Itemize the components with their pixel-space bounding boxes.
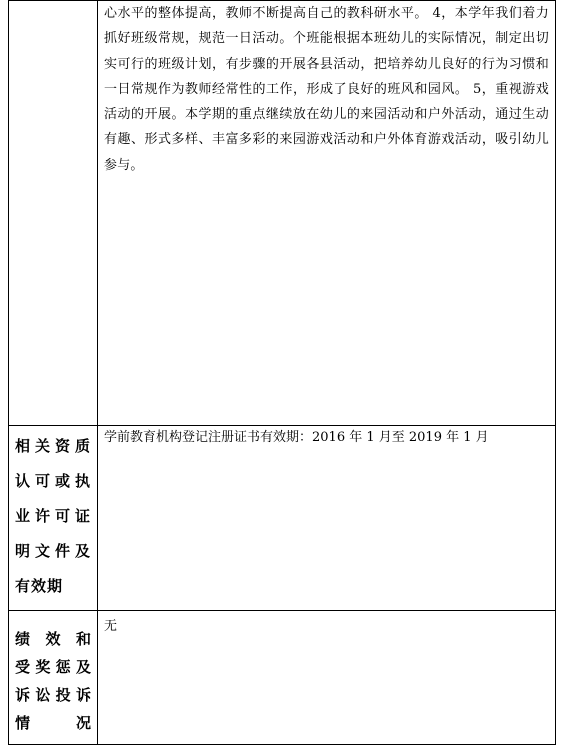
qualification-label-cell — [9, 426, 98, 611]
report-form-table — [8, 0, 556, 745]
performance-content-cell — [98, 611, 556, 745]
qualification-label-line: 有效期 — [15, 577, 64, 595]
work-summary-text: 心水平的整体提高，教师不断提高自己的教科研水平。 4，本学年我们着力抓好班级常规，规范一日活动。个班能根据本班幼儿的实际情况，制定出切实可行的班级计划，有步骤的开展各县活动，把培养幼儿良好的行为习惯和一日常规作为教师经常性的工作，形成了良好的班风和园风。 5，重视游戏活动的开展。本学期的重点继续放在幼儿的来园活动和户外活动，通过生动有趣、形式多样、丰富多彩的来园游戏活动和户外体育游戏活动，吸引幼儿参与。 — [104, 6, 549, 173]
work-summary-label-cell — [9, 1, 98, 426]
qualification-value: 学前教育机构登记注册证书有效期：2016 年 1 月至 2019 年 1 月 — [104, 430, 489, 445]
qualification-label-line: 业许可证 — [15, 507, 91, 525]
work-summary-content-cell — [98, 1, 556, 426]
performance-label-line: 受奖惩及 — [15, 658, 91, 676]
performance-label — [9, 611, 97, 737]
qualification-label-line: 明文件及 — [15, 542, 91, 560]
performance-label-line: 诉讼投诉 — [15, 686, 91, 704]
qualification-label-line: 认可或执 — [15, 472, 91, 490]
performance-label-line: 情 况 — [15, 714, 91, 732]
performance-value: 无 — [104, 619, 118, 634]
qualification-label — [9, 426, 97, 604]
performance-row — [9, 611, 556, 745]
qualification-label-line: 相关资质 — [15, 437, 91, 455]
performance-label-cell — [9, 611, 98, 745]
work-summary-row — [9, 1, 556, 426]
qualification-content-cell — [98, 426, 556, 611]
performance-label-line: 绩 效 和 — [15, 630, 91, 648]
qualification-row — [9, 426, 556, 611]
